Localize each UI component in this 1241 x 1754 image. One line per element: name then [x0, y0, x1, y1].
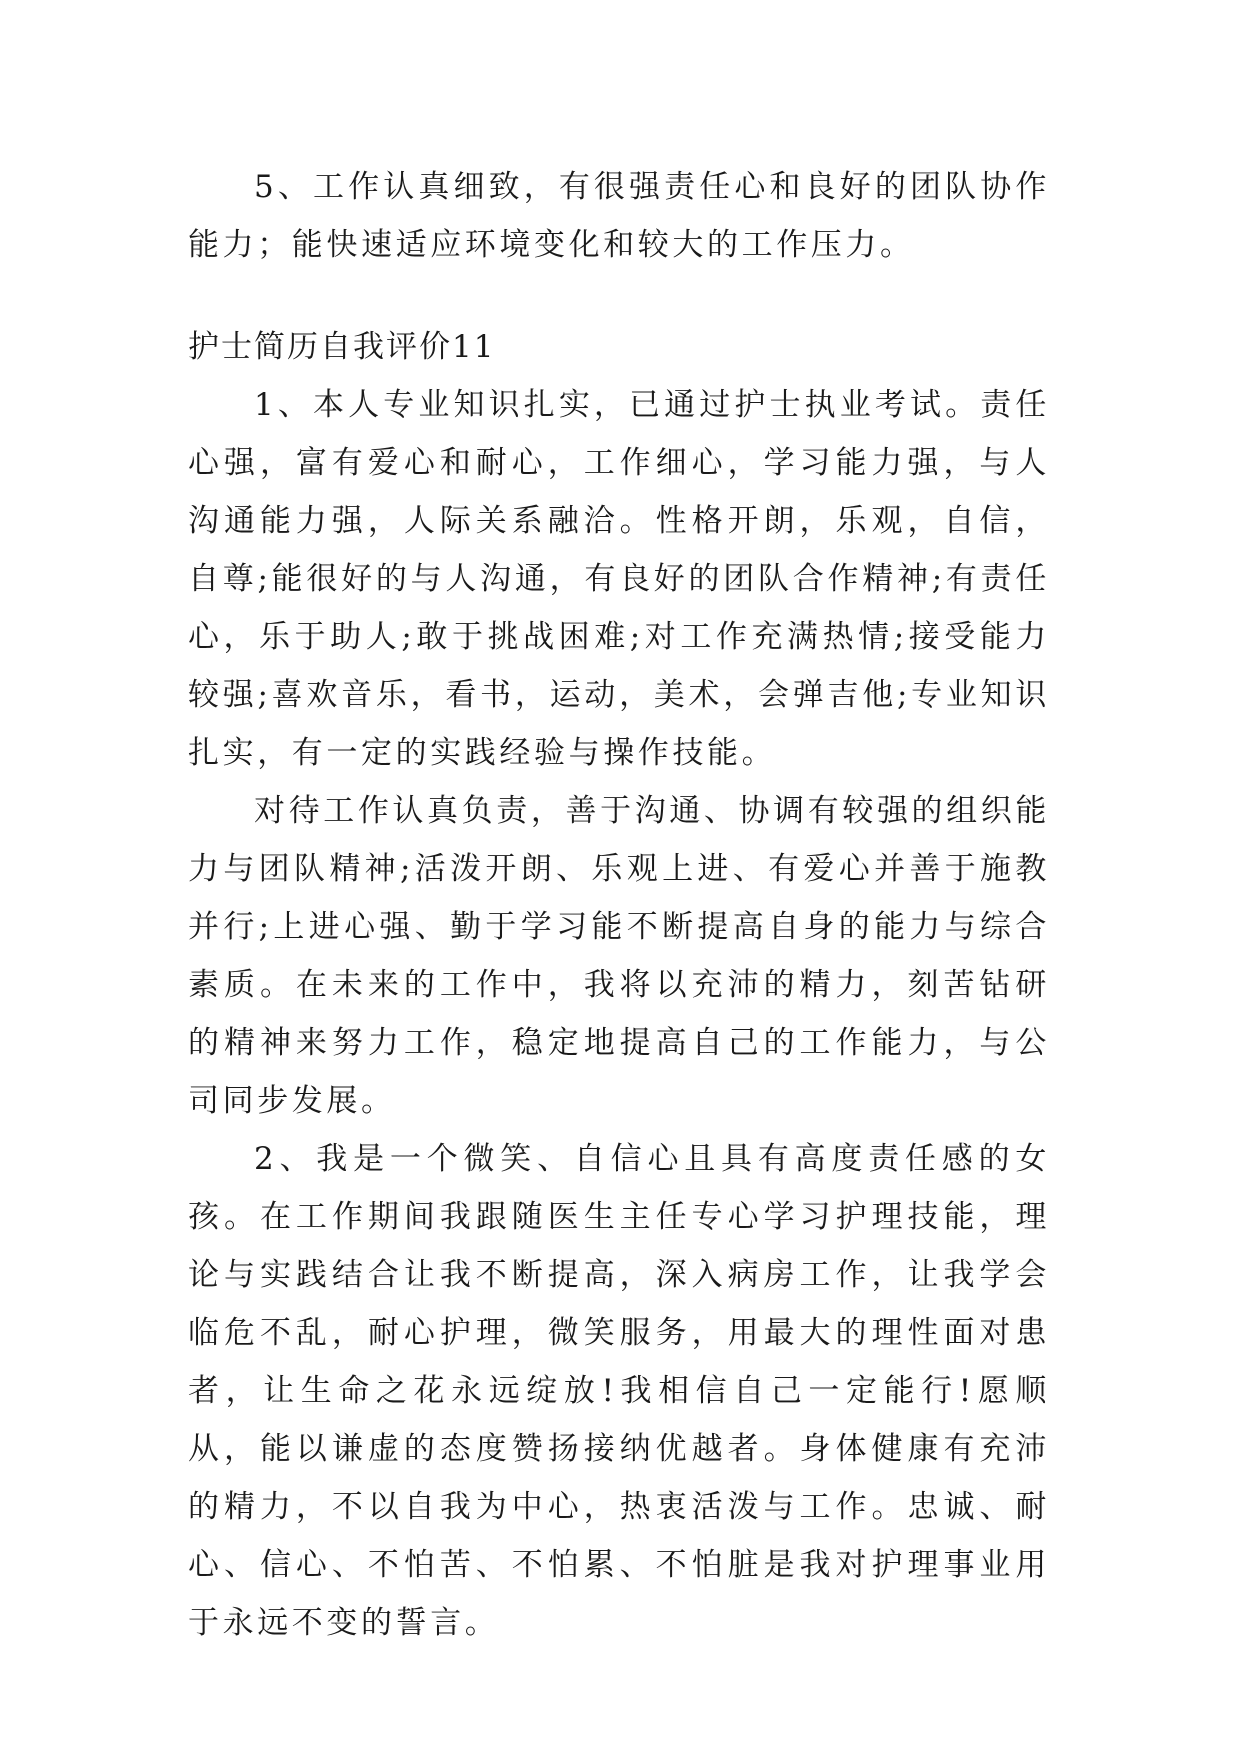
paragraph-item-1: 1、本人专业知识扎实，已通过护士执业考试。责任心强，富有爱心和耐心，工作细心，学习能力强，与人沟通能力强，人际关系融洽。性格开朗，乐观，自信，自尊;能很好的与人沟通，有良好的团队合作精神;有责任心，乐于助人;敢于挑战困难;对工作充满热情;接受能力较强;喜欢音乐，看书，运动，美术，会弹吉他;专业知识扎实，有一定的实践经验与操作技能。: [188, 387, 1050, 771]
paragraph-item-2: 2、我是一个微笑、自信心且具有高度责任感的女孩。在工作期间我跟随医生主任专心学习护理技能，理论与实践结合让我不断提高，深入病房工作，让我学会临危不乱，耐心护理，微笑服务，用最大的理性面对患者，让生命之花永远绽放!我相信自己一定能行!愿顺从，能以谦虚的态度赞扬接纳优越者。身体健康有充沛的精力，不以自我为中心，热衷活泼与工作。忠诚、耐心、信心、不怕苦、不怕累、不怕脏是我对护理事业用于永远不变的誓言。: [188, 1141, 1050, 1641]
document-page: [188, 158, 1050, 1652]
paragraph-work-attitude: 对待工作认真负责，善于沟通、协调有较强的组织能力与团队精神;活泼开朗、乐观上进、有爱心并善于施教并行;上进心强、勤于学习能不断提高自身的能力与综合素质。在未来的工作中，我将以充沛的精力，刻苦钻研的精神来努力工作，稳定地提高自己的工作能力，与公司同步发展。: [188, 793, 1050, 1119]
paragraph-item-5: 5、工作认真细致，有很强责任心和良好的团队协作能力；能快速适应环境变化和较大的工作压力。: [188, 169, 1050, 263]
section-title: 护士简历自我评价11: [188, 329, 496, 365]
